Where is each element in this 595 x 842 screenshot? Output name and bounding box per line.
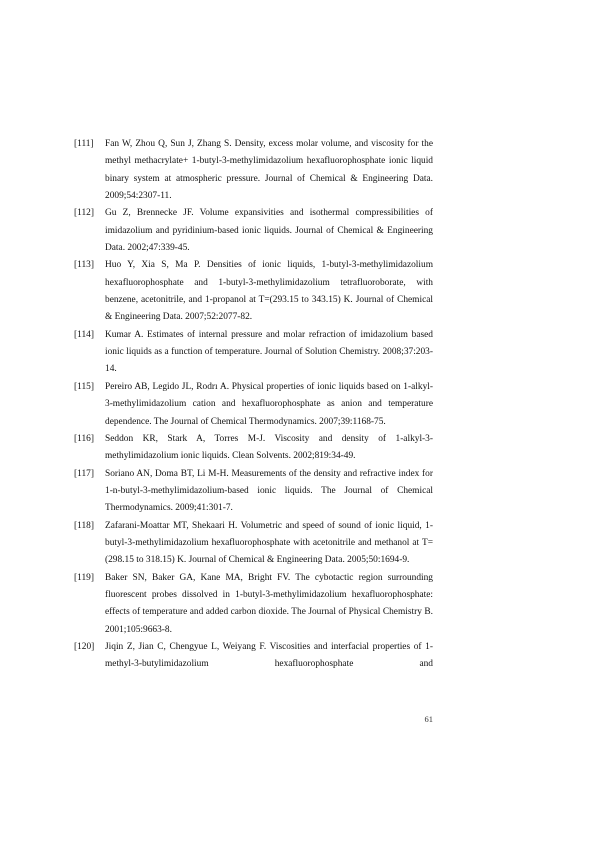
reference-number: [111] [74, 139, 94, 149]
reference-text: Baker SN, Baker GA, Kane MA, Bright FV. The cybotactic region surrounding fluorescent probes dissolved in 1-butyl-3-methylimidazolium hexafluorophosphate: effects of temperature and added carbon dioxide. The Journal of Physical Chemistry B. 2001;105:9663-8. [105, 572, 433, 635]
reference-item [72, 379, 433, 431]
reference-number: [119] [74, 572, 94, 583]
reference-number: [116] [74, 433, 94, 444]
reference-text: Soriano AN, Doma BT, Li M-H. Measurements of the density and refractive index for 1-n-butyl-3-methylimidazolium-based ionic liquids. The Journal of Chemical Thermodynamics. 2009;41:301-7. [105, 468, 433, 514]
reference-text: Huo Y, Xia S, Ma P. Densities of ionic liquids, 1-butyl-3-methylimidazolium hexafluorophosphate and 1-butyl-3-methylimidazolium tetrafluoroborate, with benzene, acetonitrile, and 1-propanol at T=(293.15 to 343.15) K. Journal of Chemical & Engineering Data. 2007;52:2077-82. [105, 260, 433, 323]
reference-text: Zafarani-Moattar MT, Shekaari H. Volumetric and speed of sound of ionic liquid, 1-butyl-3-methylimidazolium hexafluorophosphate with acetonitrile and methanol at T=(298.15 to 318.15) K. Journal of Chemical & Engineering Data. 2005;50:1694-9. [105, 520, 433, 566]
page-number: 61 [424, 714, 433, 724]
reference-item [72, 639, 433, 674]
reference-item [72, 257, 433, 326]
reference-item [72, 431, 433, 466]
reference-item [72, 205, 433, 257]
reference-item [72, 136, 433, 205]
reference-item [72, 518, 433, 570]
reference-number: [114] [74, 329, 94, 340]
reference-text: Jiqin Z, Jian C, Chengyue L, Weiyang F. Viscosities and interfacial properties of 1-methyl-3-butylimidazolium hexafluorophosphate and [105, 641, 433, 670]
reference-item [72, 570, 433, 639]
reference-item [72, 327, 433, 379]
reference-text: Pereiro AB, Legido JL, Rodrı A. Physical properties of ionic liquids based on 1-alkyl-3-methylimidazolium cation and hexafluorophosphate as anion and temperature dependence. The Journal of Chemical Thermodynamics. 2007;39:1168-75. [105, 381, 433, 427]
reference-item [72, 466, 433, 518]
reference-text: Fan W, Zhou Q, Sun J, Zhang S. Density, excess molar volume, and viscosity for the methyl methacrylate+ 1-butyl-3-methylimidazolium hexafluorophosphate ionic liquid binary system at atmospheric pressure. Journal of Chemical & Engineering Data. 2009;54:2307-11. [105, 139, 433, 202]
reference-number: [118] [74, 520, 94, 531]
reference-text: Kumar A. Estimates of internal pressure and molar refraction of imidazolium based ionic liquids as a function of temperature. Journal of Solution Chemistry. 2008;37:203-14. [105, 329, 433, 375]
reference-number: [113] [74, 260, 94, 271]
reference-number: [112] [74, 208, 94, 219]
reference-text: Seddon KR, Stark A, Torres M-J. Viscosity and density of 1-alkyl-3-methylimidazolium ionic liquids. Clean Solvents. 2002;819:34-49. [105, 433, 433, 462]
reference-number: [120] [74, 641, 95, 652]
reference-number: [117] [74, 468, 94, 479]
reference-text: Gu Z, Brennecke JF. Volume expansivities and isothermal compressibilities of imidazolium and pyridinium-based ionic liquids. Journal of Chemical & Engineering Data. 2002;47:339-45. [105, 208, 433, 254]
reference-number: [115] [74, 381, 94, 392]
reference-list [72, 136, 433, 674]
